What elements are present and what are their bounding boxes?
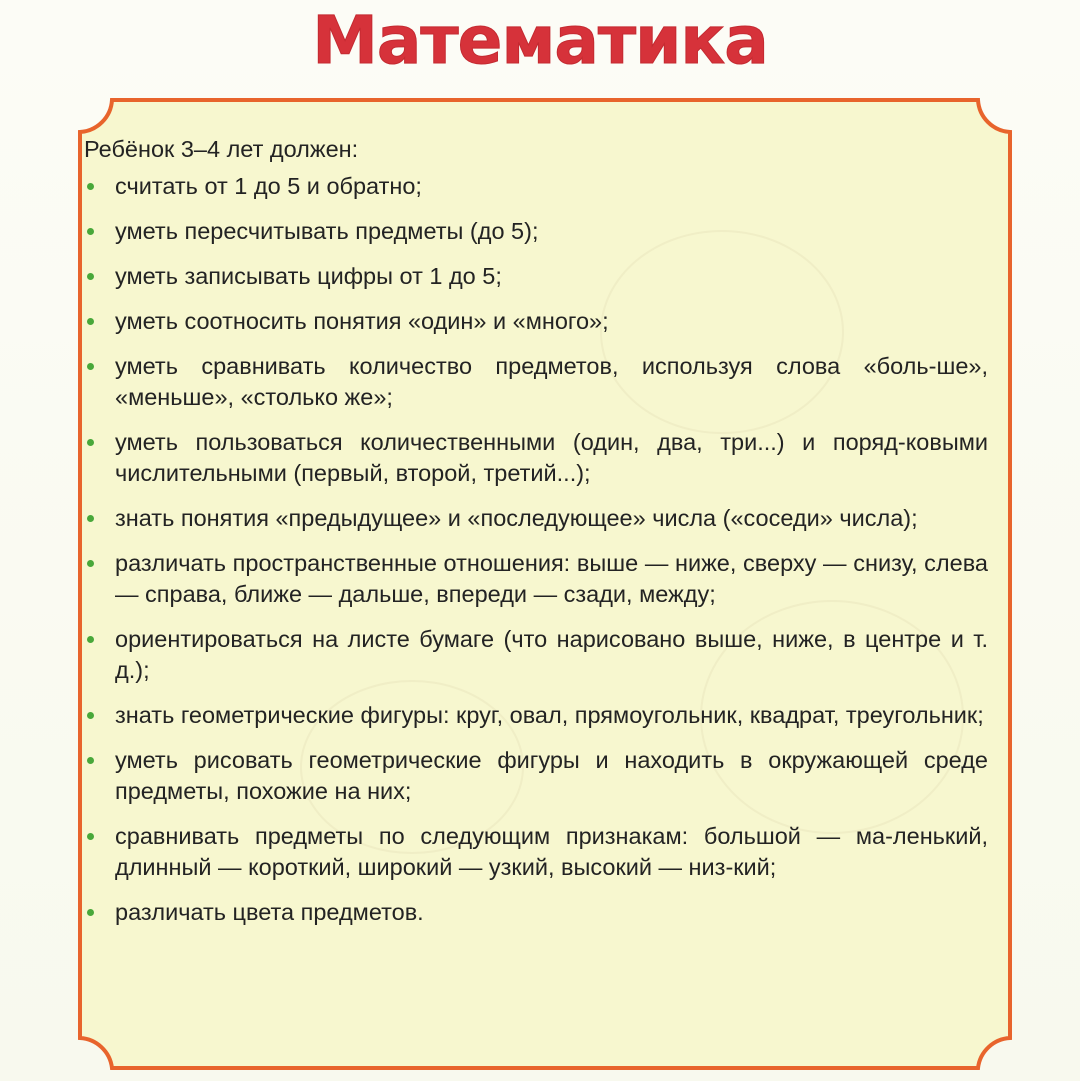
requirements-section <box>84 134 988 942</box>
list-item-text: различать пространственные отношения: выше — ниже, сверху — снизу, слева — справа, ближе — дальше, впереди — сзади, между; <box>115 550 988 607</box>
list-item <box>84 171 988 202</box>
list-item-text: уметь пересчитывать предметы (до 5); <box>115 218 539 244</box>
bullet-icon <box>87 273 94 280</box>
list-item <box>84 427 988 489</box>
bullet-icon <box>87 439 94 446</box>
bullet-icon <box>87 833 94 840</box>
list-item <box>84 503 988 534</box>
list-item-text: уметь сравнивать количество предметов, используя слова «боль-ше», «меньше», «столько же»; <box>115 353 988 410</box>
list-item <box>84 624 988 686</box>
list-item-text: уметь рисовать геометрические фигуры и находить в окружающей среде предметы, похожие на них; <box>115 747 988 804</box>
bullet-icon <box>87 909 94 916</box>
page-title: Математика <box>312 2 768 79</box>
bullet-icon <box>87 228 94 235</box>
bullet-icon <box>87 363 94 370</box>
list-item <box>84 821 988 883</box>
bullet-icon <box>87 757 94 764</box>
bullet-icon <box>87 560 94 567</box>
list-item-text: считать от 1 до 5 и обратно; <box>115 173 422 199</box>
list-item-text: ориентироваться на листе бумаге (что нарисовано выше, ниже, в центре и т. д.); <box>115 626 988 683</box>
intro-text: Ребёнок 3–4 лет должен: <box>84 136 359 162</box>
list-item <box>84 897 988 928</box>
bullet-icon <box>87 712 94 719</box>
list-item <box>84 216 988 247</box>
bullet-icon <box>87 183 94 190</box>
requirements-list <box>84 171 988 928</box>
list-item <box>84 700 988 731</box>
list-item-text: различать цвета предметов. <box>115 899 424 925</box>
bullet-icon <box>87 515 94 522</box>
list-item-text: уметь пользоваться количественными (один, два, три...) и поряд-ковыми числительными (первый, второй, третий...); <box>115 429 988 486</box>
list-item-text: уметь соотносить понятия «один» и «много»; <box>115 308 609 334</box>
list-item <box>84 745 988 807</box>
list-item <box>84 261 988 292</box>
bullet-icon <box>87 636 94 643</box>
list-item-text: знать геометрические фигуры: круг, овал, прямоугольник, квадрат, треугольник; <box>115 702 984 728</box>
list-item <box>84 351 988 413</box>
list-item <box>84 306 988 337</box>
list-item <box>84 548 988 610</box>
list-item-text: уметь записывать цифры от 1 до 5; <box>115 263 502 289</box>
list-item-text: сравнивать предметы по следующим признакам: большой — ма-ленький, длинный — короткий, широкий — узкий, высокий — низ-кий; <box>115 823 988 880</box>
bullet-icon <box>87 318 94 325</box>
list-item-text: знать понятия «предыдущее» и «последующее» числа («соседи» числа); <box>115 505 918 531</box>
